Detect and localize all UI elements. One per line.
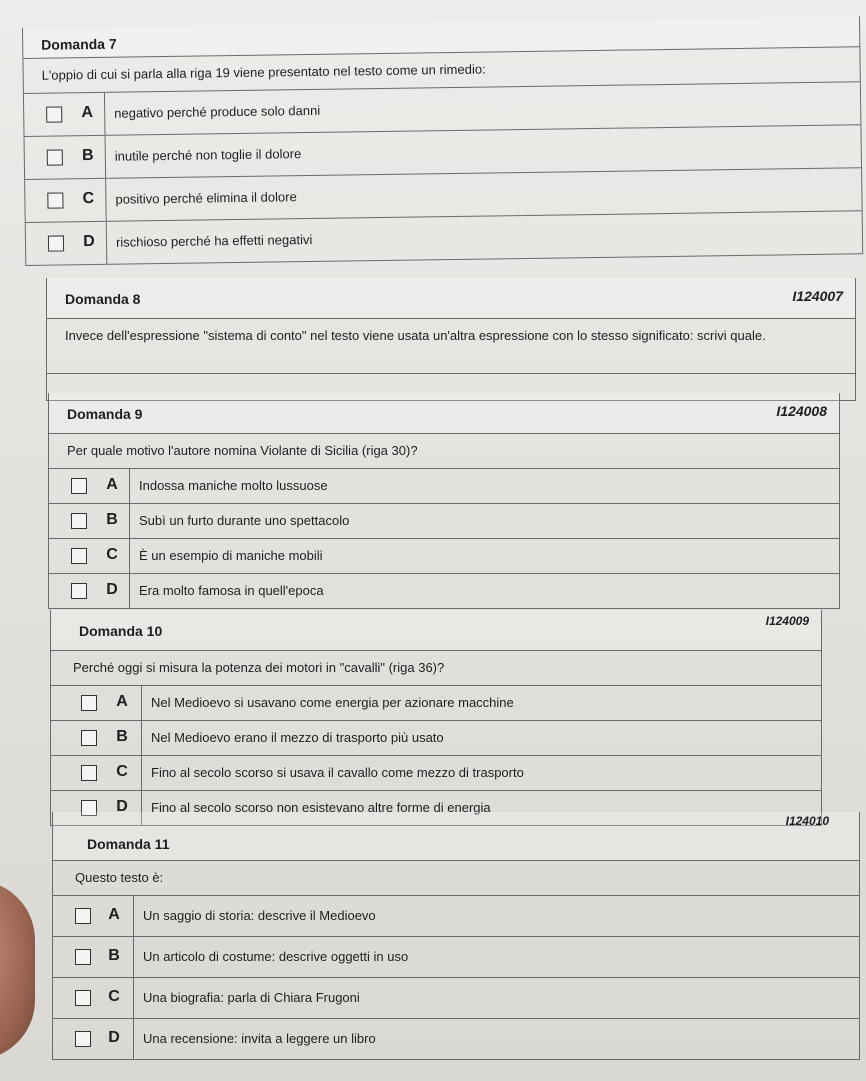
checkbox[interactable]: [71, 583, 87, 599]
option-text: Indossa maniche molto lussuose: [139, 478, 328, 493]
question-header: [51, 610, 821, 651]
option-letter: B: [106, 511, 118, 528]
checkbox[interactable]: [75, 908, 91, 924]
option-b[interactable]: [49, 504, 839, 539]
option-text: rischioso perché ha effetti negativi: [115, 231, 313, 250]
option-text: Un saggio di storia: descrive il Medioevo: [143, 908, 376, 923]
checkbox[interactable]: [81, 695, 97, 711]
question-code: I124008: [776, 403, 827, 419]
option-c[interactable]: [53, 978, 859, 1019]
option-letter: A: [116, 693, 128, 710]
option-text: Nel Medioevo erano il mezzo di trasporto più usato: [151, 730, 444, 745]
option-text: Fino al secolo scorso si usava il cavallo come mezzo di trasporto: [151, 765, 524, 780]
option-letter: B: [116, 728, 128, 745]
option-c[interactable]: [51, 756, 821, 791]
question-code: I124010: [785, 814, 829, 828]
checkbox[interactable]: [75, 1031, 91, 1047]
option-text: Una recensione: invita a leggere un libro: [143, 1031, 376, 1046]
option-letter: A: [81, 104, 94, 122]
option-text: È un esempio di maniche mobili: [139, 548, 323, 563]
option-b[interactable]: [51, 721, 821, 756]
question-10: [50, 610, 822, 826]
checkbox[interactable]: [47, 149, 63, 165]
option-letter: C: [106, 546, 118, 563]
option-text: Era molto famosa in quell'epoca: [139, 583, 324, 598]
option-letter: C: [108, 988, 120, 1005]
option-letter: D: [106, 581, 118, 598]
checkbox[interactable]: [75, 990, 91, 1006]
question-title: Domanda 11: [87, 836, 170, 852]
option-a[interactable]: [51, 686, 821, 721]
question-header: [49, 393, 839, 434]
checkbox[interactable]: [81, 765, 97, 781]
option-text: negativo perché produce solo danni: [114, 102, 321, 121]
option-text: Un articolo di costume: descrive oggetti in uso: [143, 949, 409, 964]
question-text: Invece dell'espressione "sistema di conto" nel testo viene usata un'altra espressione con lo stesso significato: scrivi quale.: [47, 319, 855, 374]
option-d[interactable]: [49, 574, 839, 609]
question-7: [22, 16, 863, 266]
option-letter: C: [82, 190, 95, 208]
question-title: Domanda 9: [67, 406, 143, 422]
option-letter: B: [108, 947, 120, 964]
question-title: Domanda 7: [41, 35, 117, 53]
option-a[interactable]: [53, 896, 859, 937]
option-letter: A: [108, 906, 120, 923]
option-text: Nel Medioevo si usavano come energia per azionare macchine: [151, 695, 514, 710]
question-text: L'oppio di cui si parla alla riga 19 viene presentato nel testo come un rimedio:: [23, 47, 859, 94]
option-letter: D: [116, 798, 128, 815]
option-letter: C: [116, 763, 128, 780]
checkbox[interactable]: [71, 548, 87, 564]
question-code: I124009: [765, 614, 809, 628]
question-text: Perché oggi si misura la potenza dei motori in "cavalli" (riga 36)?: [51, 651, 821, 686]
question-code: I124007: [792, 288, 843, 304]
question-8: [46, 278, 856, 401]
question-9: [48, 393, 840, 609]
checkbox[interactable]: [81, 730, 97, 746]
question-text: Questo testo è:: [53, 861, 859, 896]
question-text: Per quale motivo l'autore nomina Violante di Sicilia (riga 30)?: [49, 434, 839, 469]
question-title: Domanda 8: [65, 291, 141, 307]
option-text: positivo perché elimina il dolore: [115, 189, 297, 207]
option-text: Una biografia: parla di Chiara Frugoni: [143, 990, 360, 1005]
question-header: [47, 278, 855, 319]
question-title: Domanda 10: [79, 623, 163, 639]
option-text: inutile perché non toglie il dolore: [114, 146, 302, 164]
option-b[interactable]: [53, 937, 859, 978]
option-a[interactable]: [49, 469, 839, 504]
option-letter: A: [106, 476, 118, 493]
checkbox[interactable]: [47, 192, 63, 208]
option-text: Subì un furto durante uno spettacolo: [139, 513, 350, 528]
option-letter: D: [108, 1029, 120, 1046]
checkbox[interactable]: [48, 235, 64, 251]
option-d[interactable]: [53, 1019, 859, 1060]
checkbox[interactable]: [46, 106, 62, 122]
question-11: [52, 812, 860, 1060]
checkbox[interactable]: [75, 949, 91, 965]
question-header: [53, 812, 859, 861]
option-letter: D: [83, 233, 95, 251]
checkbox[interactable]: [71, 513, 87, 529]
option-text: Fino al secolo scorso non esistevano altre forme di energia: [151, 800, 491, 815]
option-c[interactable]: [49, 539, 839, 574]
checkbox[interactable]: [71, 478, 87, 494]
option-letter: B: [81, 147, 94, 165]
